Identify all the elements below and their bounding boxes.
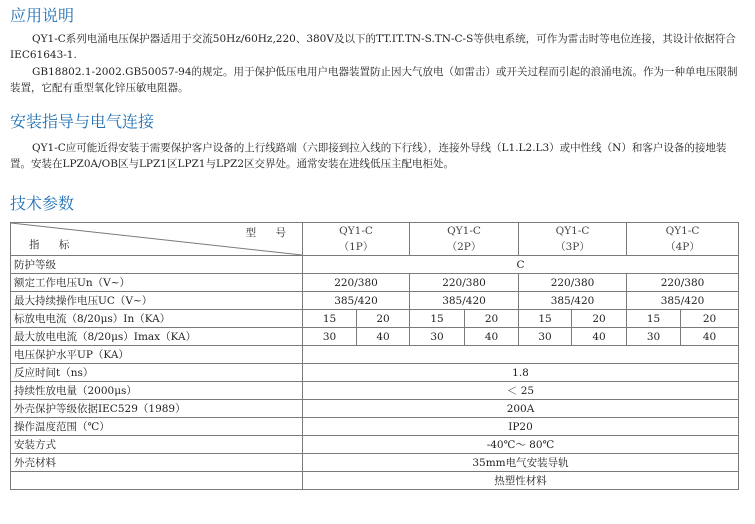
row-value: 20: [465, 310, 519, 328]
row-value: 20: [572, 310, 627, 328]
table-row: [11, 436, 739, 454]
installation-paragraph: QY1-C应可能近得安装于需要保护客户设备的上行线路端（六即接到拉入线的下行线），连接外导线（L1.L2.L3）或中性线（N）和客户设备的接地装置。安装在LPZ0A/OB区与LPZ1区LPZ1与LPZ2区交界处。通常安装在进线低压主配电柜处。: [10, 142, 727, 170]
row-label: [11, 472, 303, 490]
row-value: 385/420: [410, 292, 519, 310]
table-row: [11, 454, 739, 472]
table-row: [11, 364, 739, 382]
header-type-label: 型 号: [245, 227, 294, 239]
row-value: 1.8: [303, 364, 739, 382]
table-row: [11, 418, 739, 436]
row-value: [303, 346, 739, 364]
row-value: 200A: [303, 400, 739, 418]
section-title-installation: 安装指导与电气连接: [10, 112, 155, 131]
table-row: [11, 274, 739, 292]
row-label: 防护等级: [11, 256, 303, 274]
table-header-row: [11, 223, 739, 256]
row-value: 15: [519, 310, 572, 328]
row-value: 30: [303, 328, 357, 346]
row-value: 385/420: [627, 292, 739, 310]
row-label: 外壳保护等级依据IEC529（1989）: [11, 400, 303, 418]
row-value: 220/380: [410, 274, 519, 292]
model-header-2p: QY1-C （2P）: [410, 223, 519, 256]
header-index-label: 指 标: [29, 239, 78, 251]
row-value: 20: [357, 310, 410, 328]
table-row: [11, 346, 739, 364]
model-header-3p: QY1-C （3P）: [519, 223, 627, 256]
row-value: 385/420: [519, 292, 627, 310]
row-value: 40: [465, 328, 519, 346]
model-header-1p: QY1-C （1P）: [303, 223, 410, 256]
row-value: 30: [627, 328, 681, 346]
application-paragraph-2: GB18802.1-2002.GB50057-94的规定。用于保护低压电用户电器装置防止因大气放电（如雷击）或开关过程而引起的浪涌电流。作为一种单电压限制装置，它配有重型氧化锌压敏电阻器。: [10, 66, 738, 94]
table-row: [11, 382, 739, 400]
section-title-specs: 技术参数: [10, 194, 75, 213]
header-diagonal-cell: [11, 223, 303, 256]
row-label: 反应时间t（ns）: [11, 364, 303, 382]
row-label: 持续性放电量（2000μs）: [11, 382, 303, 400]
row-value: 15: [303, 310, 357, 328]
row-value: 20: [681, 310, 739, 328]
table-row: [11, 400, 739, 418]
table-row: [11, 292, 739, 310]
row-value: 220/380: [303, 274, 410, 292]
model-header-4p: QY1-C （4P）: [627, 223, 739, 256]
row-value: 热塑性材料: [303, 472, 739, 490]
table-row: [11, 310, 739, 328]
row-value: 40: [572, 328, 627, 346]
section-title-application: 应用说明: [10, 6, 75, 25]
row-value: 220/380: [627, 274, 739, 292]
row-label: 操作温度范围（℃）: [11, 418, 303, 436]
table-row: [11, 256, 739, 274]
application-paragraph-1: QY1-C系列电涌电压保护器适用于交流50Hz/60Hz,220、380V及以下的TT.IT.TN-S.TN-C-S等供电系统，可作为雷击时等电位连接，其设计依据符合IEC61643-1.: [10, 33, 736, 61]
row-value: -40℃～ 80℃: [303, 436, 739, 454]
row-label: 安装方式: [11, 436, 303, 454]
row-value: C: [303, 256, 739, 274]
table-row: [11, 472, 739, 490]
row-value: 35mm电气安装导轨: [303, 454, 739, 472]
row-value: 30: [410, 328, 465, 346]
row-value: IP20: [303, 418, 739, 436]
row-label: 标放电电流（8/20μs）In（KA）: [11, 310, 303, 328]
table-row: [11, 328, 739, 346]
row-label: 电压保护水平UP（KA）: [11, 346, 303, 364]
row-value: 385/420: [303, 292, 410, 310]
row-value: ＜ 25: [303, 382, 739, 400]
row-value: 220/380: [519, 274, 627, 292]
row-value: 15: [410, 310, 465, 328]
row-value: 15: [627, 310, 681, 328]
row-value: 40: [681, 328, 739, 346]
row-label: 外壳材料: [11, 454, 303, 472]
row-label: 最大持续操作电压UC（V~）: [11, 292, 303, 310]
row-value: 40: [357, 328, 410, 346]
spec-table: [10, 222, 739, 490]
row-label: 额定工作电压Un（V~）: [11, 274, 303, 292]
row-label: 最大放电电流（8/20μs）Imax（KA）: [11, 328, 303, 346]
row-value: 30: [519, 328, 572, 346]
